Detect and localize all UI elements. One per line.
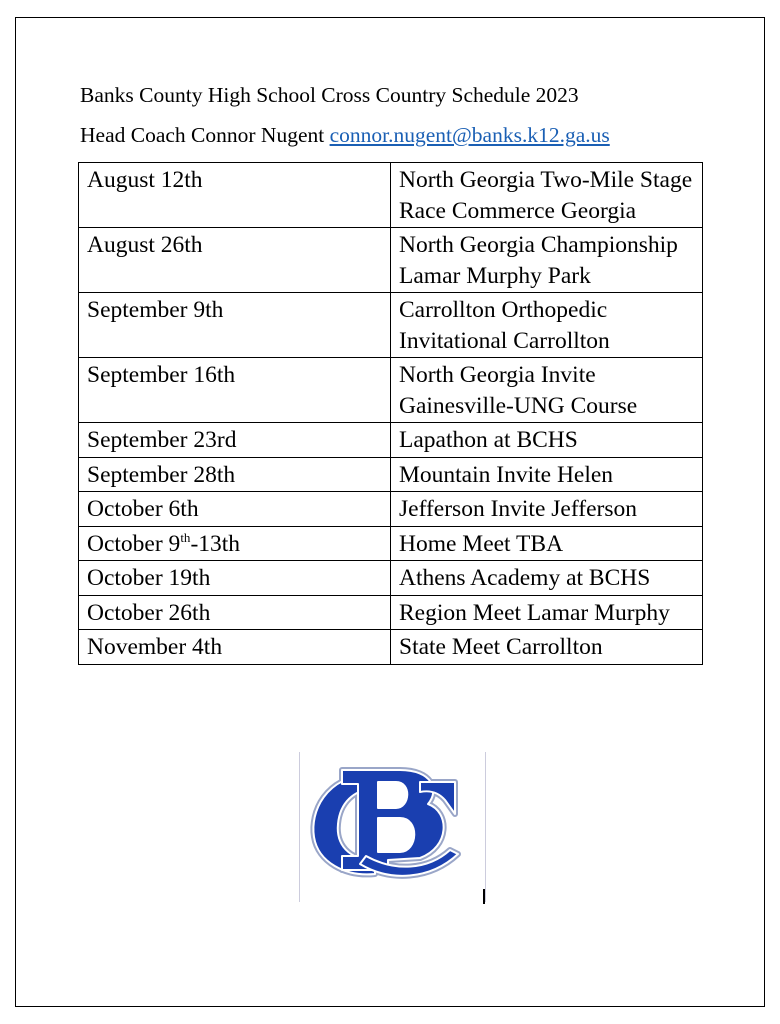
school-logo [299, 752, 486, 902]
date-cell: September 9th [79, 293, 391, 358]
event-cell: Athens Academy at BCHS [391, 561, 703, 596]
event-cell: North Georgia Two-Mile Stage Race Commerce Georgia [391, 163, 703, 228]
date-cell: August 26th [79, 228, 391, 293]
table-row [79, 630, 703, 665]
coach-line [80, 125, 610, 147]
table-row [79, 492, 703, 527]
table-row [79, 595, 703, 630]
table-row [79, 293, 703, 358]
event-cell: Home Meet TBA [391, 526, 703, 561]
event-cell: Lapathon at BCHS [391, 423, 703, 458]
date-prefix: October 9 [87, 530, 181, 557]
table-row [79, 526, 703, 561]
document-title: Banks County High School Cross Country Schedule 2023 [80, 83, 579, 107]
date-cell: September 16th [79, 358, 391, 423]
table-row [79, 358, 703, 423]
event-cell: State Meet Carrollton [391, 630, 703, 665]
event-cell: Region Meet Lamar Murphy [391, 595, 703, 630]
date-cell: August 12th [79, 163, 391, 228]
table-row [79, 423, 703, 458]
date-suffix: -13th [190, 530, 241, 557]
table-row [79, 457, 703, 492]
table-row [79, 561, 703, 596]
event-cell: North Georgia Championship Lamar Murphy Park [391, 228, 703, 293]
date-cell: September 28th [79, 457, 391, 492]
date-cell: November 4th [79, 630, 391, 665]
event-cell: North Georgia Invite Gainesville-UNG Course [391, 358, 703, 423]
event-cell: Jefferson Invite Jefferson [391, 492, 703, 527]
date-cell: October 6th [79, 492, 391, 527]
bc-logo-icon [300, 752, 485, 902]
date-cell: October 19th [79, 561, 391, 596]
coach-email-link[interactable]: connor.nugent@banks.k12.ga.us [329, 123, 610, 147]
table-row [79, 228, 703, 293]
date-superscript: th [180, 529, 191, 545]
date-cell: October 26th [79, 595, 391, 630]
event-cell: Mountain Invite Helen [391, 457, 703, 492]
coach-label: Head Coach Connor Nugent [80, 123, 325, 147]
schedule-table [78, 162, 703, 665]
date-cell [79, 526, 391, 561]
event-cell: Carrollton Orthopedic Invitational Carrollton [391, 293, 703, 358]
text-cursor [483, 889, 485, 904]
table-row [79, 163, 703, 228]
date-cell: September 23rd [79, 423, 391, 458]
